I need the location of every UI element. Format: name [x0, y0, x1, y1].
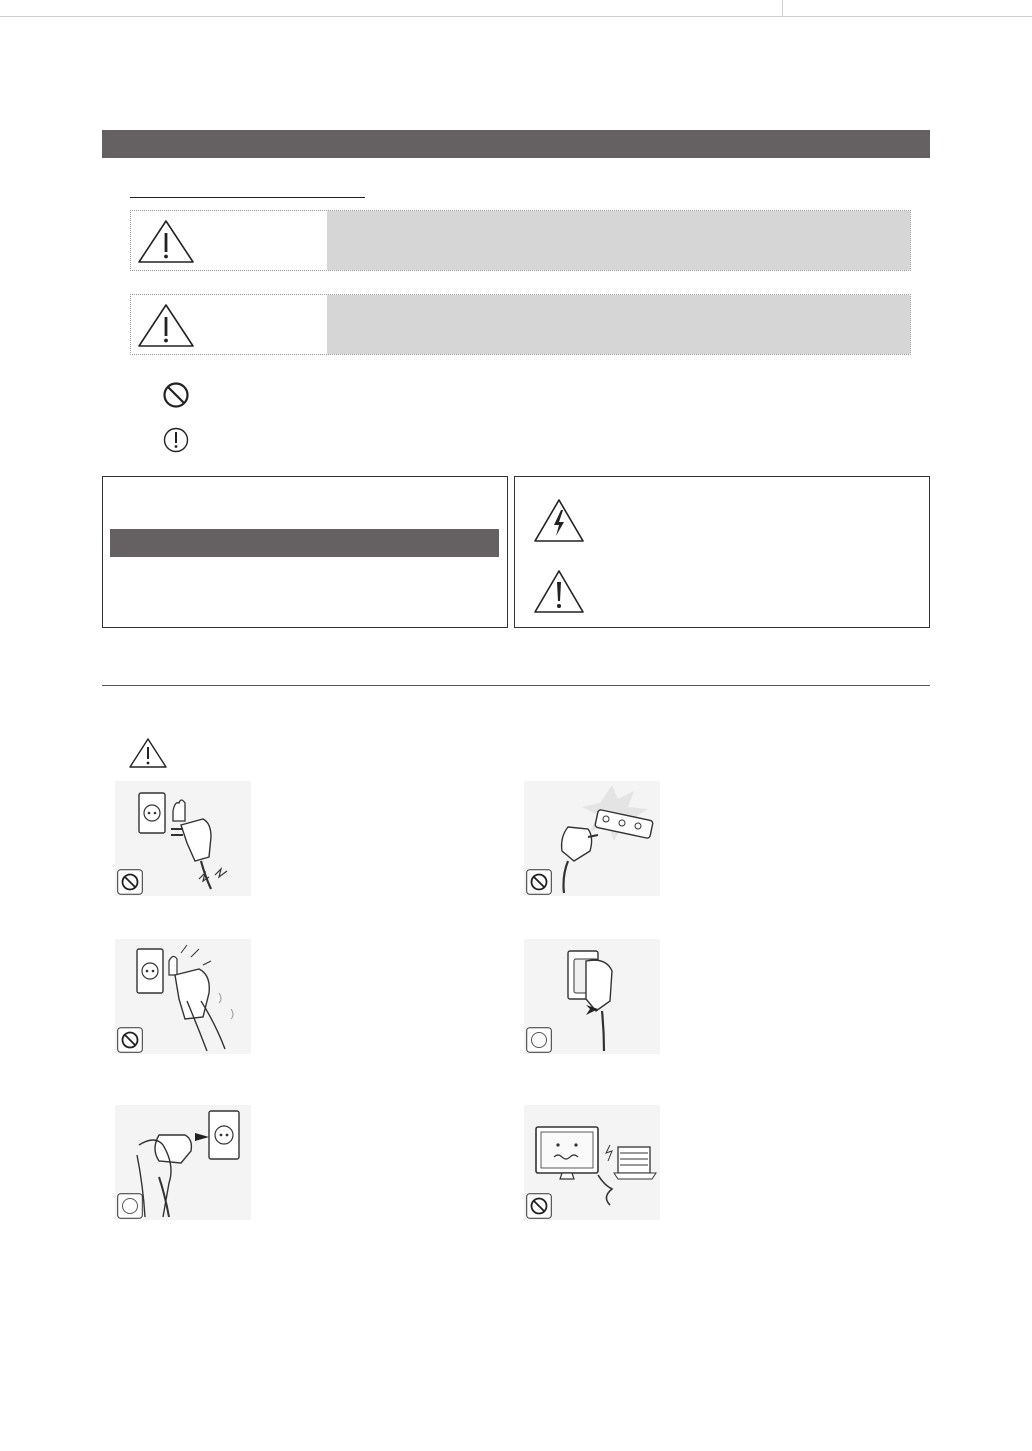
prohibited-icon: [160, 380, 192, 415]
warning-description-panel: [327, 211, 910, 270]
prohibited-icon: [117, 1027, 143, 1053]
section-divider: [102, 685, 930, 686]
illustration-overloaded-power-strip: [524, 781, 660, 896]
illustration-wet-hands-plug: [115, 939, 251, 1054]
notice-inner-bar: [110, 529, 499, 557]
illustration-hand-insert-plug: [115, 1105, 251, 1220]
warning-triangle-icon: [137, 302, 195, 353]
subsection-underline: [130, 197, 365, 198]
page-crop-mark: [782, 0, 783, 16]
illustration-plug-outlet-damaged-cord: [115, 781, 251, 896]
warning-triangle-icon: [128, 737, 168, 774]
prohibited-icon: [526, 1193, 552, 1219]
page-top-rule: [0, 16, 1032, 17]
caution-symbol-row: [130, 294, 911, 355]
notice-box-right: [514, 476, 930, 628]
lightning-triangle-icon: [533, 498, 585, 549]
caution-description-panel: [327, 295, 910, 354]
mandatory-icon: [117, 1193, 143, 1219]
prohibited-icon: [117, 869, 143, 895]
section-title-bar: [102, 130, 930, 158]
illustration-plug-fully-inserted: [524, 939, 660, 1054]
warning-triangle-icon: [137, 218, 195, 269]
exclamation-triangle-icon: [533, 569, 585, 620]
illustration-tv-near-heater: [524, 1105, 660, 1220]
warning-symbol-row: [130, 210, 911, 271]
mandatory-icon: [160, 425, 192, 460]
mandatory-icon: [526, 1027, 552, 1053]
prohibited-icon: [526, 869, 552, 895]
